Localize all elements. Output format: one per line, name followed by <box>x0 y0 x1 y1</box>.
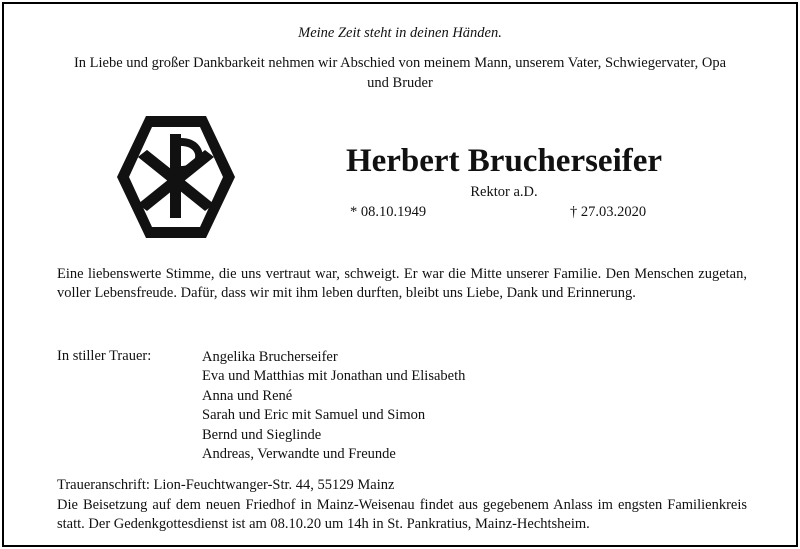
mourner-name: Angelika Brucherseifer <box>202 349 338 365</box>
intro-text: In Liebe und großer Dankbarkeit nehmen wir Abschied von meinem Mann, unserem Vater, Schwiegervater, Opa und Bruder <box>73 55 727 91</box>
mourning-address: Traueranschrift: Lion-Feuchtwanger-Str. 44, 55129 Mainz <box>57 477 395 493</box>
death-date: † 27.03.2020 <box>570 204 647 220</box>
birth-date: * 08.10.1949 <box>350 204 427 220</box>
deceased-name: Herbert Brucherseifer <box>345 143 663 179</box>
mourners-list <box>202 348 465 464</box>
obituary-notice <box>2 2 798 547</box>
motto: Meine Zeit steht in deinen Händen. <box>298 25 502 41</box>
mourner-name: Andreas, Verwandte und Freunde <box>202 446 396 463</box>
mourning-label: In stiller Trauer: <box>57 348 152 364</box>
mourner-name: Bernd und Sieglinde <box>202 426 322 443</box>
funeral-details: Die Beisetzung auf dem neuen Friedhof in Mainz-Weisenau findet aus gegebenem Anlass im engsten Familienkreis statt. Der Gedenkgottesdienst ist am 08.10.20 um 14h in St. Pankratius, Mainz-Hechtsheim. <box>57 497 747 532</box>
chi-rho-hexagon-icon <box>114 112 238 242</box>
mourner-name: Eva und Matthias mit Jonathan und Elisabeth <box>202 368 466 385</box>
mourner-name: Sarah und Eric mit Samuel und Simon <box>202 407 426 424</box>
deceased-title: Rektor a.D. <box>470 184 538 200</box>
tribute-text: Eine liebenswerte Stimme, die uns vertraut war, schweigt. Er war die Mitte unserer Familie. Den Menschen zugetan, voller Lebensfreude. Dafür, dass wir mit ihm leben durften, bleibt uns Liebe, Dank und Erinnerung. <box>57 266 747 301</box>
mourner-name: Anna und René <box>202 387 293 404</box>
